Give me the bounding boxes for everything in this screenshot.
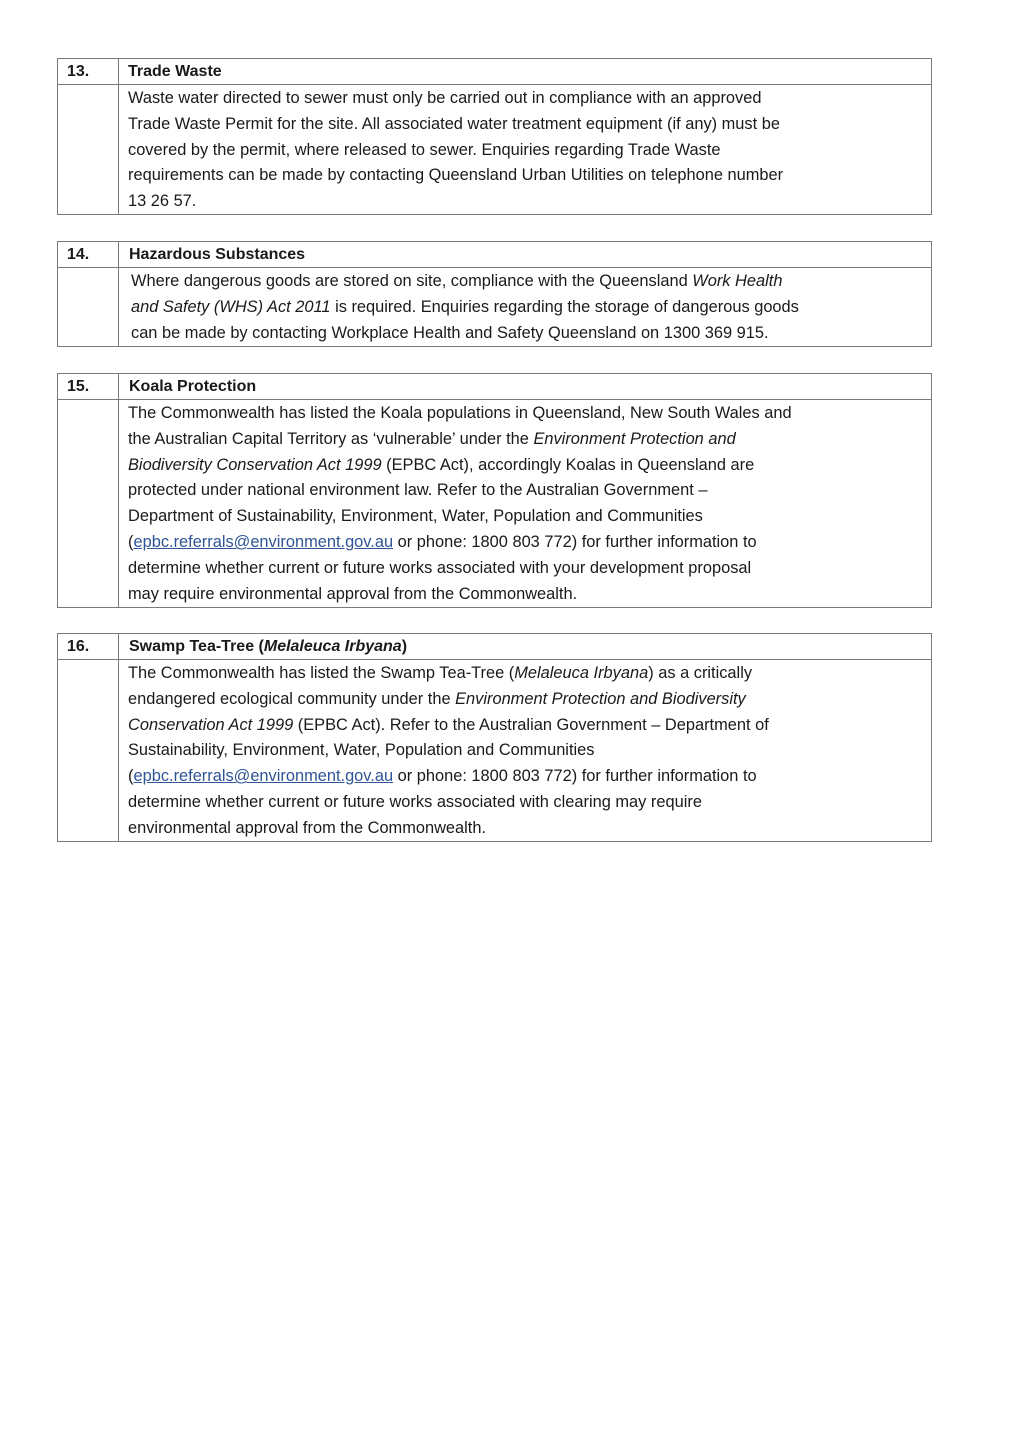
condition-14 — [57, 241, 932, 347]
email-link[interactable]: epbc.referrals@environment.gov.au — [133, 767, 394, 786]
body-line: Sustainability, Environment, Water, Population and Communities — [128, 741, 595, 760]
body-line — [131, 269, 921, 295]
text-span: or phone: 1800 803 772) for further information to — [393, 532, 757, 551]
body-line: determine whether current or future works associated with your development proposal — [128, 558, 752, 577]
body-line — [128, 453, 921, 479]
body-line: Trade Waste Permit for the site. All associated water treatment equipment (if any) must be — [128, 114, 780, 133]
body-line: 13 26 57. — [128, 192, 197, 211]
body-line: protected under national environment law. Refer to the Australian Government – — [128, 481, 708, 500]
text-span: The Commonwealth has listed the Swamp Tea-Tree ( — [128, 664, 515, 682]
body-line — [128, 713, 921, 739]
text-span: (EPBC Act), accordingly Koalas in Queensland are — [381, 455, 755, 474]
text-span: ( — [128, 767, 134, 786]
condition-number: 16. — [67, 638, 90, 655]
body-line: environmental approval from the Commonwealth. — [128, 818, 487, 837]
body-line — [131, 295, 921, 321]
condition-14-table — [58, 242, 931, 347]
species-name-italic: Melaleuca Irbyana — [263, 638, 402, 655]
text-span: endangered ecological community under the — [128, 689, 456, 708]
condition-title: Hazardous Substances — [129, 246, 306, 263]
body-line — [128, 427, 921, 453]
act-name-italic: Conservation Act 1999 — [128, 715, 294, 734]
condition-body — [119, 268, 931, 346]
body-line: can be made by contacting Workplace Health and Safety Queensland on 1300 369 915. — [131, 323, 769, 342]
condition-body — [119, 400, 931, 607]
text-span: ) as a critically — [648, 664, 753, 682]
body-line: requirements can be made by contacting Queensland Urban Utilities on telephone number — [128, 166, 784, 185]
condition-15 — [57, 373, 932, 608]
condition-title: Trade Waste — [128, 63, 222, 80]
body-line: may require environmental approval from the Commonwealth. — [128, 584, 578, 603]
condition-16-table — [58, 634, 931, 842]
condition-body — [119, 660, 931, 842]
condition-number: 13. — [67, 63, 90, 80]
body-line — [128, 764, 921, 790]
act-name-italic: Environment Protection and Biodiversity — [455, 689, 746, 708]
condition-13 — [57, 58, 932, 215]
act-name-italic: and Safety (WHS) Act 2011 — [131, 297, 331, 316]
condition-16 — [57, 633, 932, 842]
body-line: covered by the permit, where released to sewer. Enquiries regarding Trade Waste — [128, 140, 721, 159]
text-span: ( — [128, 532, 134, 551]
species-name-italic: Melaleuca Irbyana — [514, 664, 649, 682]
body-line — [128, 661, 921, 687]
act-name-italic: Biodiversity Conservation Act 1999 — [128, 455, 382, 474]
act-name-italic: Environment Protection and — [533, 429, 736, 448]
body-line: The Commonwealth has listed the Koala populations in Queensland, New South Wales and — [128, 404, 792, 422]
text-span: ) — [401, 638, 408, 655]
condition-13-table — [58, 59, 931, 215]
text-span: the Australian Capital Territory as ‘vulnerable’ under the — [128, 429, 534, 448]
text-span: (EPBC Act). Refer to the Australian Government – Department of — [293, 715, 769, 734]
condition-number: 14. — [67, 246, 90, 263]
text-span: or phone: 1800 803 772) for further information to — [393, 767, 757, 786]
body-line — [128, 530, 921, 556]
condition-body — [119, 85, 931, 215]
body-line — [128, 687, 921, 713]
body-line: Department of Sustainability, Environment, Water, Population and Communities — [128, 507, 703, 526]
condition-title — [119, 634, 931, 659]
body-line: determine whether current or future works associated with clearing may require — [128, 792, 702, 811]
email-link[interactable]: epbc.referrals@environment.gov.au — [133, 532, 394, 551]
condition-number: 15. — [67, 378, 90, 395]
condition-title: Koala Protection — [129, 378, 257, 395]
body-line: Waste water directed to sewer must only be carried out in compliance with an approved — [128, 89, 762, 107]
text-span: is required. Enquiries regarding the storage of dangerous goods — [330, 297, 799, 316]
condition-15-table — [58, 374, 931, 608]
text-span: Where dangerous goods are stored on site, compliance with the Queensland — [131, 272, 693, 290]
act-name-italic: Work Health — [692, 272, 783, 290]
text-span: Swamp Tea-Tree ( — [129, 638, 264, 655]
